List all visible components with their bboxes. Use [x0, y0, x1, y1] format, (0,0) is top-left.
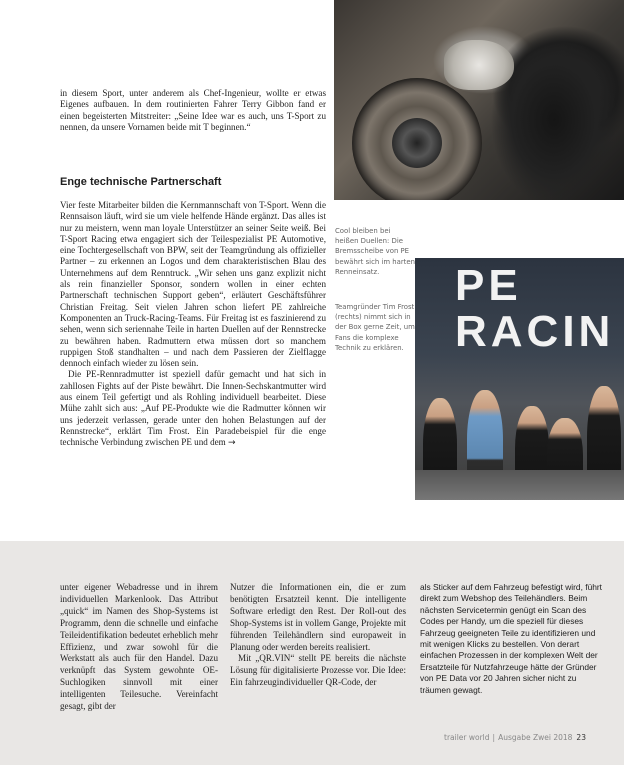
paragraph-rollout: Nutzer die Informationen ein, die er zum benötigten Ersatzteil kennt. Die intelligente Software erledigt den Rest. Der Roll-out des Shop-Systems ist in vollem Gange, Projekte mit führenden Teilehändlern sind europaweit in Planung oder werden bereits realisiert. — [230, 582, 406, 652]
continue-arrow-icon: → — [228, 438, 236, 449]
caption-team-founder: Teamgründer Tim Frost (rechts) nimmt sich in der Box gerne Zeit, um Fans die komplexe Technik zu erklären. — [335, 303, 415, 352]
intro-text-block — [60, 88, 326, 133]
page-number: 23 — [576, 733, 586, 742]
section-subheading: Enge technische Partnerschaft — [60, 176, 222, 188]
intro-paragraph: in diesem Sport, unter anderem als Chef-Ingenieur, wollte er etwas Eigenes aufbauen. In dem routinierten Fahrer Terry Gibbon fand er einen begeisterten Mitstreiter: „Seine Idee war es auch, uns T-Sport zu nennen, da unsere Vornamen beide mit T beginnen.“ — [60, 88, 326, 132]
bottom-column-3 — [420, 582, 602, 696]
cleaning-cloth — [444, 40, 514, 90]
page-footer — [444, 733, 604, 742]
paragraph-qr-sticker: als Sticker auf dem Fahrzeug befestigt wird, führt direkt zum Webshop des Teilehändlers. Beim nächsten Servicetermin genügt ein Scan des Codes per Handy, um die speziell für dieses Fahrzeug geeigneten Teile zu identifizieren und mit wenigen Klicks zu bestellen. Von derart einfachen Prozessen in der komplexen Welt der Ersatzteile für Nutzfahrzeuge hätte der Gründer von PE Data vor 20 Jahren sicher nicht zu träumen gewagt. — [420, 582, 603, 695]
bottom-column-2 — [230, 582, 406, 689]
issue-label: Ausgabe Zwei 2018 — [498, 733, 573, 742]
brake-disc-photo — [334, 0, 624, 200]
team-group — [415, 378, 624, 500]
main-text-block — [60, 200, 326, 450]
paragraph-webshop: unter eigener Webadresse und in ihrem individuellen Markenlook. Das Attribut „quick“ im Namen des Shop-Systems ist Programm, denn die schnelle und einfache Teileidentifikation bedeutet erheblich mehr Effizienz, und zwar sowohl für die Werkstatt als auch für den Handel. Dazu verknüpft das System gewohnte OE-Suchlogiken sinnvoll mit einer intelligenten Teilesuche. Vereinfacht gesagt, gibt der — [60, 582, 218, 712]
mechanic-figure — [484, 10, 624, 200]
truck-lettering-line2: RACIN — [455, 307, 615, 356]
magazine-name: trailer world — [444, 733, 490, 742]
bottom-column-1 — [60, 582, 218, 713]
paragraph-partnership: Vier feste Mitarbeiter bilden die Kernmannschaft von T-Sport. Wenn die Rennsaison läuft, wird sie um viele helfende Hände ergänzt. Das alles ist nur zu meistern, wenn man loyale Unterstützer an seiner Seite weiß. Bei T-Sport Racing etwa engagiert sich der Teilespezialist PE Automotive, eine Tochtergesellschaft von BPW, seit der Teamgründung als offizieller Partner – zu erkennen an Logos und dem charakteristischen Blau des Unternehmens auf dem Renntruck. „Wir sehen uns ganz explizit nicht als rein finanzieller Sponsor, sondern wollen in einer echten Partnerschaft technischen Support geben“, erläutert Geschäftsführer Christian Freitag. Seit vielen Jahren schon liefert PE zahlreiche Komponenten an Truck-Racing-Teams. Für Freitag ist es faszinierend zu sehen, wenn sich seriennahe Teile in harten Duellen auf der Rennstrecke zu bewähren haben. Radmuttern etwa müssen dort so manchem ruppigen Stoß standhalten – und nach dem Passieren der Zielflagge dennoch einfach wieder zu lösen sein. — [60, 200, 326, 369]
paragraph-qrvin: Mit „QR.VIN“ stellt PE bereits die nächste Lösung für digitalisierte Prozesse vor. Die Idee: Ein fahrzeugindividueller QR-Code, der — [230, 653, 406, 688]
brake-hub — [392, 118, 442, 168]
team-photo — [415, 258, 624, 500]
floor — [415, 470, 624, 500]
footer-separator: | — [492, 733, 496, 742]
caption-brake-disc: Cool bleiben bei heißen Duellen: Die Bremsscheibe von PE bewährt sich im harten Renneinsatz. — [335, 227, 415, 276]
paragraph-wheel-nut: Die PE-Rennradmutter ist speziell dafür gemacht und hat sich in zahllosen Fights auf der Piste bewährt. Die Innen-Sechskantmutter wird aus einem Teil gefertigt und als Rohling individuell bearbeitet. Diese Mühe zahlt sich aus: „Auf PE-Produkte wie die Radmutter können wir uns jederzeit verlassen, gerade unter den hohen Belastungen auf der Rennstrecke“, erklärt Tim Frost. Ein Paradebeispiel für die enge technische Verbindung zwischen PE und dem → — [60, 369, 326, 449]
truck-lettering-line1: PE — [455, 261, 522, 310]
